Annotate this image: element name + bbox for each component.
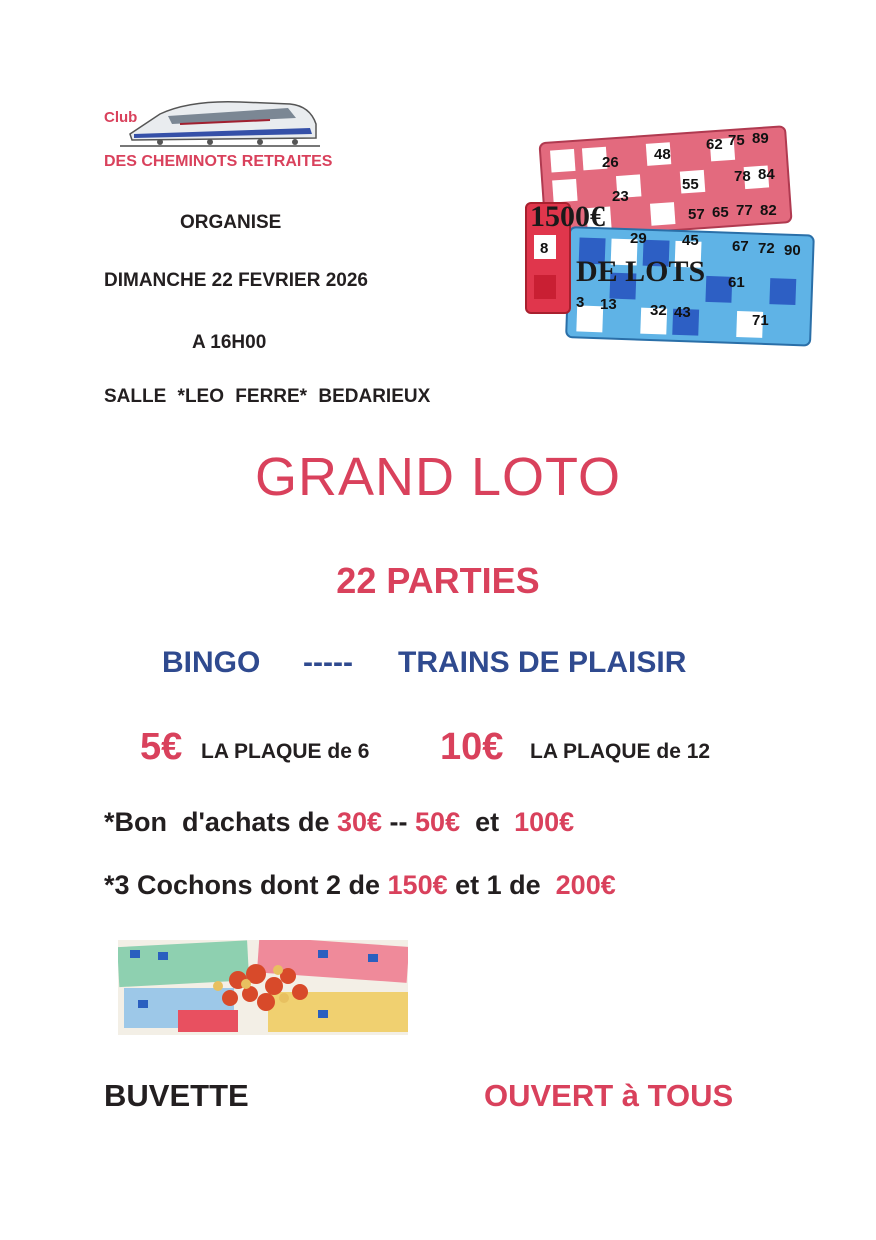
bons-value-30: 30€ — [336, 807, 383, 837]
pink-num-9: 23 — [612, 188, 629, 205]
price-plaque-6: 5€ — [140, 726, 183, 768]
buvette-label: BUVETTE — [104, 1078, 249, 1113]
pink-num-4: 75 — [728, 132, 745, 149]
bons-value-100: 100€ — [514, 807, 575, 837]
bons-and: et — [460, 807, 515, 837]
club-name: DES CHEMINOTS RETRAITES — [104, 153, 333, 170]
bons-value-50: 50€ — [415, 807, 461, 837]
blue-num-12: 71 — [752, 312, 769, 329]
prize-bons-achats — [104, 807, 574, 838]
pink-num-8: 84 — [758, 166, 775, 183]
loto-cards-photo — [118, 940, 408, 1035]
event-date: DIMANCHE 22 FEVRIER 2026 — [104, 270, 368, 291]
price-label-plaque-12: LA PLAQUE de 12 — [530, 740, 711, 763]
blue-num-3: 45 — [682, 232, 699, 249]
cochons-prefix: *3 Cochons dont 2 de — [104, 870, 388, 900]
lots-amount: 1500€ — [530, 200, 605, 233]
blue-num-2: 29 — [630, 230, 647, 247]
bingo-cards-image — [520, 115, 820, 355]
train-icon — [120, 94, 320, 156]
lots-label: DE LOTS — [576, 255, 706, 288]
blue-num-11: 43 — [674, 304, 691, 321]
parties-count: 22 PARTIES — [336, 560, 540, 601]
pink-num-2: 48 — [654, 146, 671, 163]
cochons-value-200: 200€ — [555, 870, 616, 900]
bons-sep: -- — [382, 807, 416, 837]
price-label-plaque-6: LA PLAQUE de 6 — [201, 740, 370, 763]
blue-num-7: 61 — [728, 274, 745, 291]
pink-num-5: 89 — [752, 130, 769, 147]
pink-num-1: 26 — [602, 154, 619, 171]
pink-num-11: 65 — [712, 204, 729, 221]
event-time: A 16H00 — [192, 332, 267, 353]
event-venue: SALLE *LEO FERRE* BEDARIEUX — [104, 386, 431, 407]
prize-cochons — [104, 870, 616, 901]
blue-num-8: 3 — [576, 294, 585, 311]
pink-num-12: 77 — [736, 202, 753, 219]
blue-num-5: 72 — [758, 240, 775, 257]
blue-num-4: 67 — [732, 238, 749, 255]
game-bingo: BINGO — [162, 646, 261, 679]
club-label: Club — [104, 109, 138, 126]
pink-num-13: 82 — [760, 202, 777, 219]
pink-num-3: 62 — [706, 136, 723, 153]
organise-text: ORGANISE — [180, 212, 282, 233]
game-trains-de-plaisir: TRAINS DE PLAISIR — [398, 646, 687, 679]
bons-prefix: *Bon d'achats de — [104, 807, 337, 837]
blue-num-10: 32 — [650, 302, 667, 319]
pink-num-6: 55 — [682, 176, 699, 193]
cochons-value-150: 150€ — [387, 870, 448, 900]
open-to-all-label: OUVERT à TOUS — [484, 1078, 734, 1113]
blue-num-1: 8 — [540, 240, 549, 257]
blue-num-6: 90 — [784, 242, 801, 259]
price-plaque-12: 10€ — [440, 726, 504, 768]
pink-num-10: 57 — [688, 206, 705, 223]
pink-num-7: 78 — [734, 168, 751, 185]
page-title: GRAND LOTO — [254, 447, 622, 507]
blue-num-9: 13 — [600, 296, 617, 313]
games-separator: ----- — [303, 646, 353, 679]
cochons-mid: et 1 de — [447, 870, 556, 900]
